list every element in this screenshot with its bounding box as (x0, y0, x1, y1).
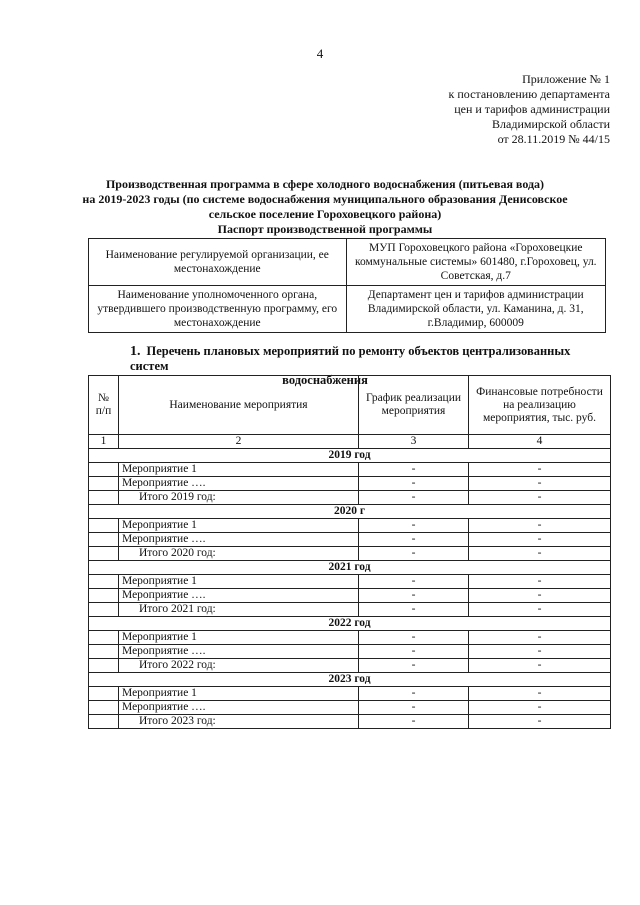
row-number-cell (89, 589, 119, 603)
cost-cell: - (469, 491, 611, 505)
year-label: 2023 год (89, 673, 611, 687)
year-label: 2022 год (89, 617, 611, 631)
column-number: 1 (89, 435, 119, 449)
total-row (89, 491, 611, 505)
title-line: сельское поселение Гороховецкого района) (208, 207, 442, 221)
schedule-cell: - (359, 589, 469, 603)
year-row (89, 561, 611, 575)
schedule-cell: - (359, 463, 469, 477)
passport-label: Наименование уполномоченного органа, утвердившего производственную программу, его местонахождение (89, 286, 347, 333)
event-name-cell: Итого 2020 год: (119, 547, 359, 561)
event-row (89, 533, 611, 547)
schedule-cell: - (359, 603, 469, 617)
event-row (89, 701, 611, 715)
event-name-cell: Мероприятие 1 (119, 631, 359, 645)
table-header-row (89, 376, 611, 435)
event-name-cell: Итого 2019 год: (119, 491, 359, 505)
row-number-cell (89, 645, 119, 659)
cost-cell: - (469, 547, 611, 561)
event-name-cell: Мероприятие …. (119, 477, 359, 491)
passport-label: Наименование регулируемой организации, ее местонахождение (89, 239, 347, 286)
cost-cell: - (469, 575, 611, 589)
cost-cell: - (469, 589, 611, 603)
schedule-cell: - (359, 477, 469, 491)
section-number: 1. (130, 344, 141, 359)
total-row (89, 603, 611, 617)
cost-cell: - (469, 463, 611, 477)
header-cell-schedule: График реализации мероприятия (359, 376, 469, 435)
cost-cell: - (469, 701, 611, 715)
event-name-cell: Мероприятие 1 (119, 463, 359, 477)
title-line: Производственная программа в сфере холодного водоснабжения (питьевая вода) (105, 177, 545, 191)
schedule-cell: - (359, 519, 469, 533)
event-row (89, 589, 611, 603)
year-row (89, 673, 611, 687)
cost-cell: - (469, 715, 611, 729)
schedule-cell: - (359, 715, 469, 729)
row-number-cell (89, 631, 119, 645)
row-number-cell (89, 715, 119, 729)
appendix-line: от 28.11.2019 № 44/15 (497, 132, 610, 146)
schedule-cell: - (359, 659, 469, 673)
cost-cell: - (469, 659, 611, 673)
row-number-cell (89, 519, 119, 533)
schedule-cell: - (359, 687, 469, 701)
row-number-cell (89, 687, 119, 701)
header-cell-name: Наименование мероприятия (119, 376, 359, 435)
passport-table (88, 238, 606, 333)
passport-value: МУП Гороховецкого района «Гороховецкие коммунальные системы» 601480, г.Гороховец, ул. Советская, д.7 (346, 239, 605, 286)
passport-value: Департамент цен и тарифов администрации Владимирской области, ул. Каманина, д. 31, г.Владимир, 600009 (346, 286, 605, 333)
event-row (89, 519, 611, 533)
year-row (89, 617, 611, 631)
header-cell-cost: Финансовые потребности на реализацию мероприятия, тыс. руб. (469, 376, 611, 435)
event-name-cell: Мероприятие 1 (119, 687, 359, 701)
cost-cell: - (469, 645, 611, 659)
events-table (88, 375, 611, 729)
document-title (80, 177, 570, 237)
page-number: 4 (316, 46, 324, 61)
event-row (89, 477, 611, 491)
section-title-continuation: водоснабжения (282, 373, 368, 387)
total-row (89, 659, 611, 673)
appendix-line: Приложение № 1 (522, 72, 610, 86)
appendix-line: к постановлению департамента (448, 87, 610, 101)
row-number-cell (89, 463, 119, 477)
year-label: 2020 г (89, 505, 611, 519)
passport-row (89, 239, 606, 286)
event-name-cell: Мероприятие 1 (119, 575, 359, 589)
section-title: Перечень плановых мероприятий по ремонту объектов централизованных систем (130, 344, 571, 373)
row-number-cell (89, 533, 119, 547)
row-number-cell (89, 547, 119, 561)
schedule-cell: - (359, 491, 469, 505)
row-number-cell (89, 603, 119, 617)
event-name-cell: Мероприятие 1 (119, 519, 359, 533)
total-row (89, 715, 611, 729)
year-row (89, 505, 611, 519)
schedule-cell: - (359, 575, 469, 589)
event-name-cell: Мероприятие …. (119, 645, 359, 659)
title-line: на 2019-2023 годы (по системе водоснабжения муниципального образования Денисовское (82, 192, 568, 206)
appendix-line: Владимирской области (492, 117, 610, 131)
event-name-cell: Итого 2022 год: (119, 659, 359, 673)
schedule-cell: - (359, 547, 469, 561)
event-name-cell: Мероприятие …. (119, 533, 359, 547)
schedule-cell: - (359, 533, 469, 547)
appendix-block (410, 72, 610, 147)
event-name-cell: Итого 2021 год: (119, 603, 359, 617)
schedule-cell: - (359, 701, 469, 715)
column-number: 2 (119, 435, 359, 449)
event-name-cell: Мероприятие …. (119, 701, 359, 715)
row-number-cell (89, 575, 119, 589)
column-number: 3 (359, 435, 469, 449)
schedule-cell: - (359, 645, 469, 659)
year-label: 2019 год (89, 449, 611, 463)
cost-cell: - (469, 687, 611, 701)
event-row (89, 463, 611, 477)
row-number-cell (89, 491, 119, 505)
row-number-cell (89, 477, 119, 491)
cost-cell: - (469, 631, 611, 645)
cost-cell: - (469, 603, 611, 617)
event-row (89, 575, 611, 589)
cost-cell: - (469, 519, 611, 533)
year-row (89, 449, 611, 463)
schedule-cell: - (359, 631, 469, 645)
event-name-cell: Мероприятие …. (119, 589, 359, 603)
row-number-cell (89, 659, 119, 673)
event-row (89, 687, 611, 701)
appendix-line: цен и тарифов администрации (454, 102, 610, 116)
column-numbers-row (89, 435, 611, 449)
event-row (89, 631, 611, 645)
header-cell-number: № п/п (89, 376, 119, 435)
passport-row (89, 286, 606, 333)
column-number: 4 (469, 435, 611, 449)
row-number-cell (89, 701, 119, 715)
cost-cell: - (469, 477, 611, 491)
total-row (89, 547, 611, 561)
cost-cell: - (469, 533, 611, 547)
title-line: Паспорт производственной программы (217, 222, 433, 236)
event-row (89, 645, 611, 659)
year-label: 2021 год (89, 561, 611, 575)
event-name-cell: Итого 2023 год: (119, 715, 359, 729)
